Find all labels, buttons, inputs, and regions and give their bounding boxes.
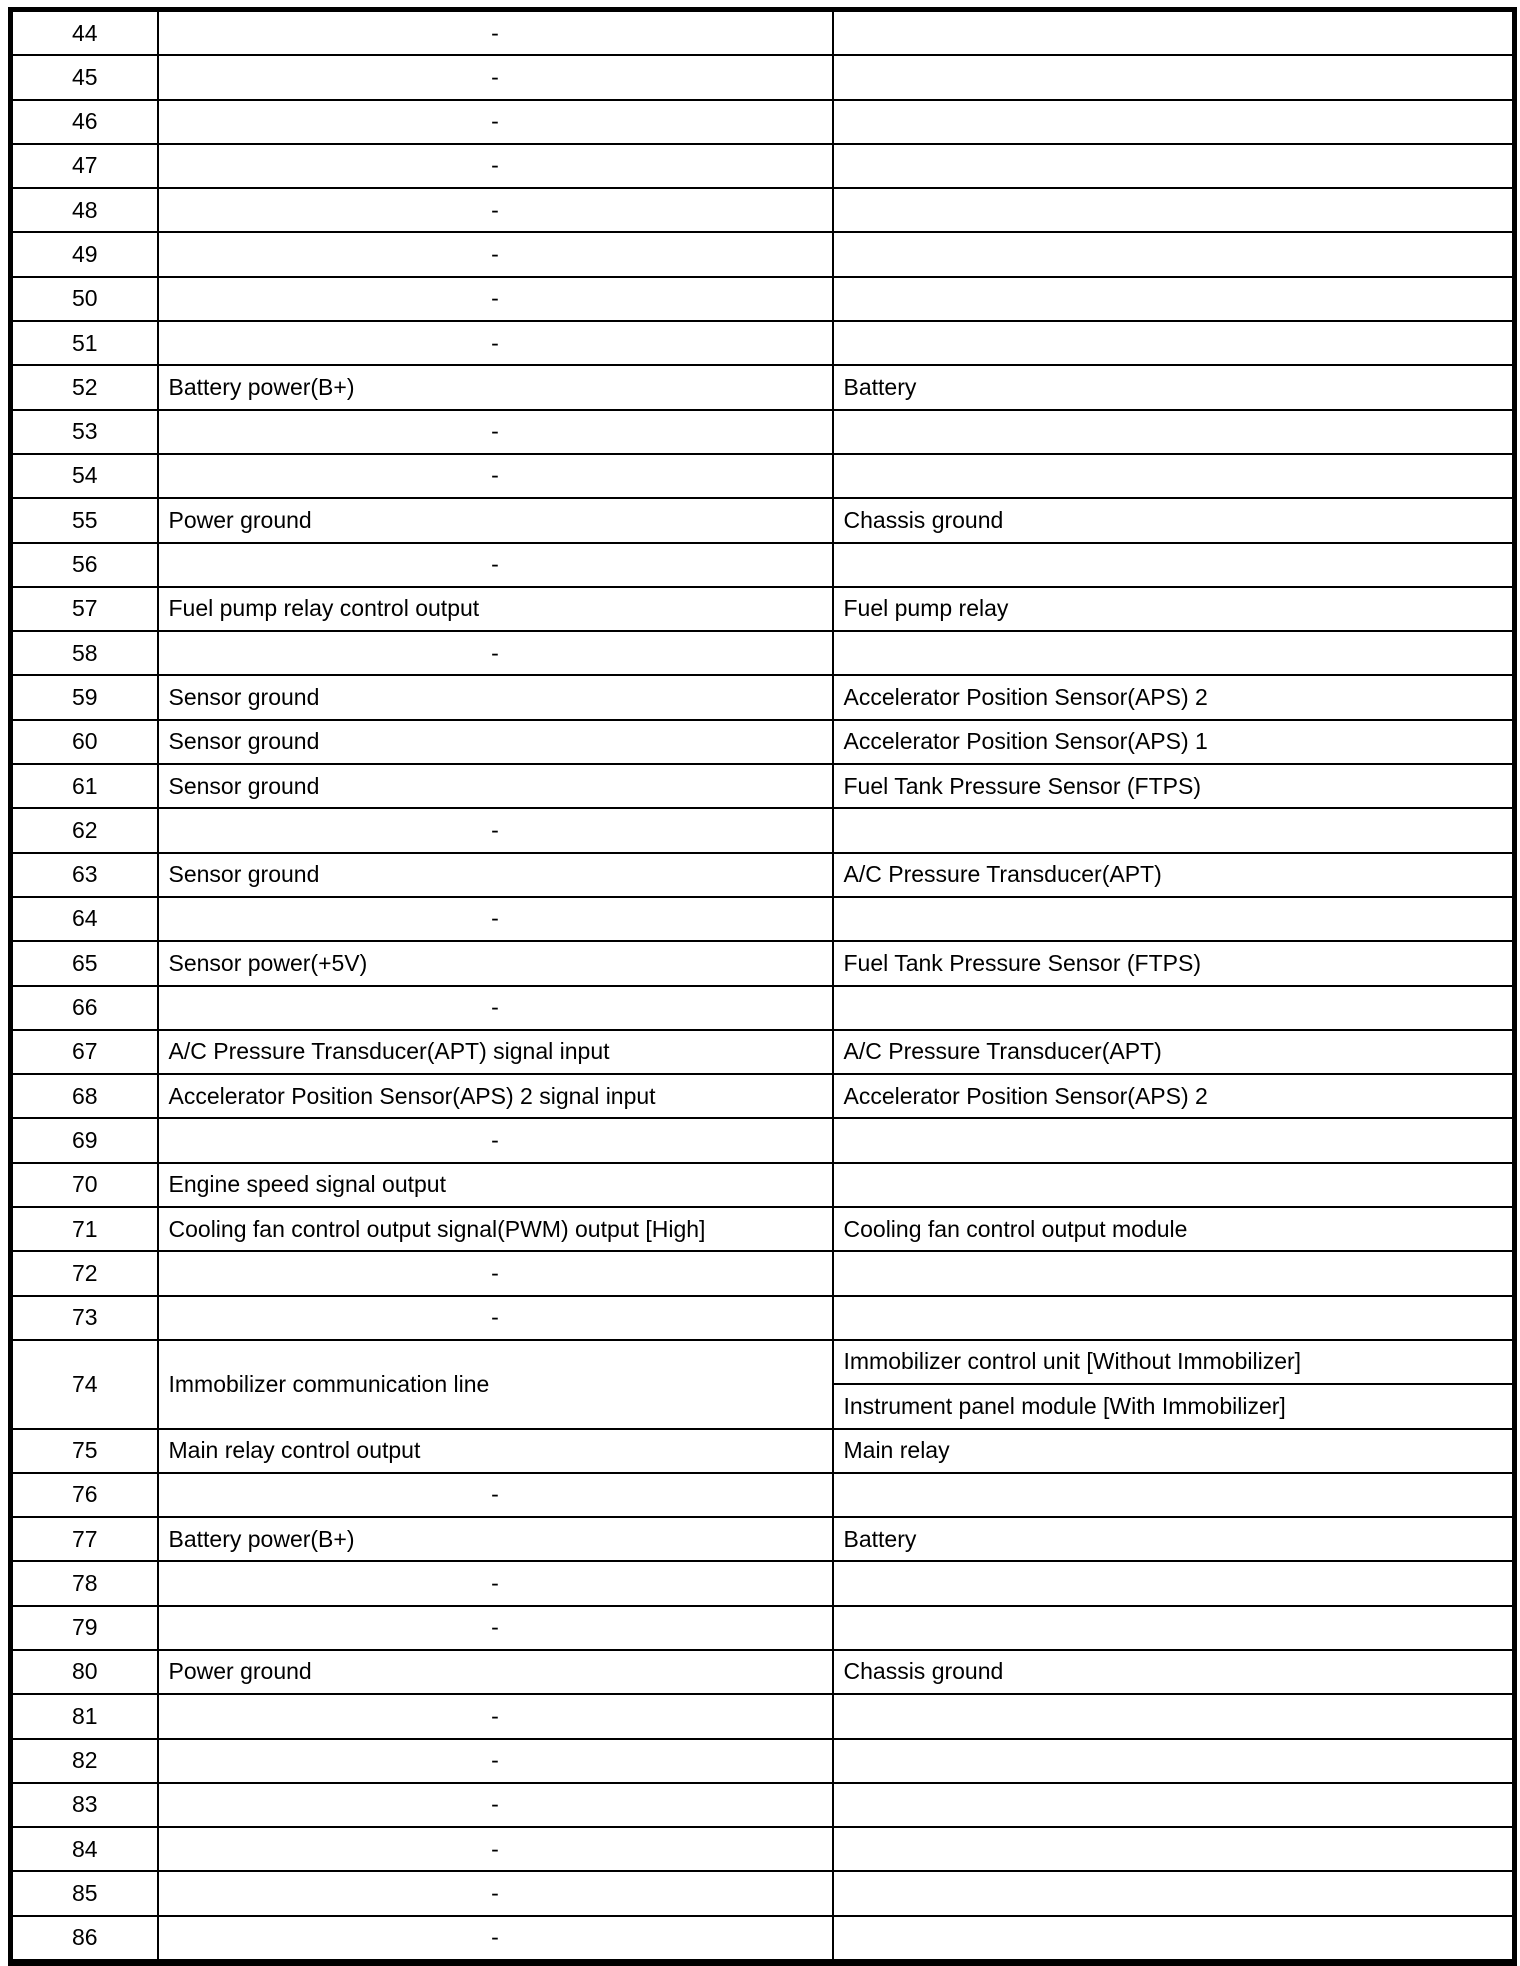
table-row	[11, 1251, 1515, 1295]
connected-part-cell: Chassis ground	[833, 498, 1515, 542]
connected-part-cell	[833, 1694, 1515, 1738]
pin-description-cell: -	[158, 897, 833, 941]
table-row	[11, 1207, 1515, 1251]
table-row	[11, 1694, 1515, 1738]
connected-part-cell: Accelerator Position Sensor(APS) 1	[833, 720, 1515, 764]
connected-part-cell	[833, 631, 1515, 675]
pin-number-cell: 54	[11, 454, 158, 498]
table-row	[11, 10, 1515, 56]
pin-number-cell: 63	[11, 853, 158, 897]
connected-part-cell	[833, 1163, 1515, 1207]
pin-number-cell: 68	[11, 1074, 158, 1118]
pin-description-cell: -	[158, 1473, 833, 1517]
table-row	[11, 277, 1515, 321]
pin-number-cell: 77	[11, 1517, 158, 1561]
pin-description-cell: Immobilizer communication line	[158, 1340, 833, 1429]
pin-number-cell: 52	[11, 365, 158, 409]
table-row	[11, 1916, 1515, 1963]
pin-number-cell: 76	[11, 1473, 158, 1517]
connected-part-cell	[833, 897, 1515, 941]
table-row	[11, 498, 1515, 542]
table-row	[11, 720, 1515, 764]
pin-description-cell: -	[158, 1694, 833, 1738]
pin-number-cell: 70	[11, 1163, 158, 1207]
pin-description-cell: -	[158, 1296, 833, 1340]
connected-part-cell	[833, 1473, 1515, 1517]
table-row	[11, 587, 1515, 631]
table-row	[11, 55, 1515, 99]
connected-part-cell	[833, 1606, 1515, 1650]
pin-description-cell: A/C Pressure Transducer(APT) signal input	[158, 1030, 833, 1074]
table-row	[11, 1296, 1515, 1340]
pin-number-cell: 86	[11, 1916, 158, 1963]
connected-part-cell: Main relay	[833, 1429, 1515, 1473]
pin-description-cell: Power ground	[158, 498, 833, 542]
pin-number-cell: 53	[11, 410, 158, 454]
pin-description-cell: Cooling fan control output signal(PWM) output [High]	[158, 1207, 833, 1251]
pin-description-cell: -	[158, 321, 833, 365]
table-row	[11, 1517, 1515, 1561]
connected-part-cell: Fuel Tank Pressure Sensor (FTPS)	[833, 941, 1515, 985]
connected-part-cell	[833, 1118, 1515, 1162]
table-row	[11, 1118, 1515, 1162]
pin-description-cell: -	[158, 144, 833, 188]
pin-description-cell: Sensor ground	[158, 853, 833, 897]
table-row	[11, 853, 1515, 897]
connected-part-cell	[833, 144, 1515, 188]
table-row	[11, 675, 1515, 719]
table-row	[11, 941, 1515, 985]
pin-description-cell: -	[158, 454, 833, 498]
pin-number-cell: 47	[11, 144, 158, 188]
pin-number-cell: 66	[11, 986, 158, 1030]
pin-number-cell: 58	[11, 631, 158, 675]
table-row	[11, 543, 1515, 587]
connected-part-cell	[833, 1251, 1515, 1295]
pin-description-cell: Power ground	[158, 1650, 833, 1694]
pin-number-cell: 79	[11, 1606, 158, 1650]
pin-description-cell: Engine speed signal output	[158, 1163, 833, 1207]
pin-number-cell: 64	[11, 897, 158, 941]
table-row	[11, 1783, 1515, 1827]
pin-number-cell: 59	[11, 675, 158, 719]
pin-number-cell: 81	[11, 1694, 158, 1738]
connected-part-cell: Battery	[833, 365, 1515, 409]
pin-description-cell: -	[158, 1871, 833, 1915]
connected-part-cell: Accelerator Position Sensor(APS) 2	[833, 675, 1515, 719]
pin-number-cell: 71	[11, 1207, 158, 1251]
connected-part-cell	[833, 1296, 1515, 1340]
pin-number-cell: 61	[11, 764, 158, 808]
pinout-table-body	[11, 10, 1515, 1963]
table-row	[11, 100, 1515, 144]
connected-part-cell	[833, 1561, 1515, 1605]
pin-description-cell: -	[158, 1783, 833, 1827]
table-row	[11, 631, 1515, 675]
pin-description-cell: Main relay control output	[158, 1429, 833, 1473]
pin-description-cell: -	[158, 543, 833, 587]
pin-description-cell: Fuel pump relay control output	[158, 587, 833, 631]
pin-description-cell: Battery power(B+)	[158, 365, 833, 409]
table-row	[11, 232, 1515, 276]
connected-part-cell	[833, 1916, 1515, 1963]
connected-part-cell	[833, 1827, 1515, 1871]
table-row	[11, 144, 1515, 188]
pin-number-cell: 62	[11, 808, 158, 852]
pin-number-cell: 82	[11, 1739, 158, 1783]
table-row	[11, 808, 1515, 852]
connected-part-cell	[833, 232, 1515, 276]
pin-number-cell: 51	[11, 321, 158, 365]
pin-number-cell: 45	[11, 55, 158, 99]
pin-number-cell: 50	[11, 277, 158, 321]
connected-part-cell	[833, 55, 1515, 99]
pin-number-cell: 56	[11, 543, 158, 587]
table-row	[11, 1429, 1515, 1473]
pin-number-cell: 46	[11, 100, 158, 144]
pin-description-cell: -	[158, 410, 833, 454]
connected-part-cell	[833, 543, 1515, 587]
pin-number-cell: 57	[11, 587, 158, 631]
table-row	[11, 1030, 1515, 1074]
table-row	[11, 1163, 1515, 1207]
pin-description-cell: Sensor ground	[158, 720, 833, 764]
connected-part-cell	[833, 100, 1515, 144]
pin-description-cell: -	[158, 808, 833, 852]
pin-number-cell: 74	[11, 1340, 158, 1429]
pin-number-cell: 48	[11, 188, 158, 232]
table-row	[11, 1606, 1515, 1650]
table-row	[11, 1473, 1515, 1517]
pin-number-cell: 85	[11, 1871, 158, 1915]
pin-number-cell: 80	[11, 1650, 158, 1694]
pin-number-cell: 78	[11, 1561, 158, 1605]
connected-part-cell	[833, 1783, 1515, 1827]
pin-description-cell: Sensor power(+5V)	[158, 941, 833, 985]
pin-number-cell: 69	[11, 1118, 158, 1162]
connected-part-cell	[833, 277, 1515, 321]
pin-description-cell: -	[158, 1827, 833, 1871]
table-row	[11, 188, 1515, 232]
connector-pinout-table	[8, 7, 1517, 1966]
connected-part-cell: Cooling fan control output module	[833, 1207, 1515, 1251]
pin-description-cell: -	[158, 1916, 833, 1963]
pin-description-cell: -	[158, 188, 833, 232]
pin-number-cell: 49	[11, 232, 158, 276]
connected-part-cell	[833, 188, 1515, 232]
table-row	[11, 321, 1515, 365]
table-row	[11, 1340, 1515, 1384]
connected-part-cell: A/C Pressure Transducer(APT)	[833, 1030, 1515, 1074]
pin-number-cell: 73	[11, 1296, 158, 1340]
pin-description-cell: -	[158, 1606, 833, 1650]
table-row	[11, 1561, 1515, 1605]
table-row	[11, 1871, 1515, 1915]
pin-number-cell: 67	[11, 1030, 158, 1074]
pin-description-cell: -	[158, 277, 833, 321]
connected-part-cell	[833, 986, 1515, 1030]
pin-description-cell: -	[158, 1739, 833, 1783]
connected-part-cell: A/C Pressure Transducer(APT)	[833, 853, 1515, 897]
table-row	[11, 1650, 1515, 1694]
connected-part-cell	[833, 1871, 1515, 1915]
pin-number-cell: 44	[11, 10, 158, 56]
pin-description-cell: -	[158, 55, 833, 99]
connected-part-cell	[833, 10, 1515, 56]
connected-part-cell: Fuel Tank Pressure Sensor (FTPS)	[833, 764, 1515, 808]
connected-part-cell	[833, 1739, 1515, 1783]
table-row	[11, 1739, 1515, 1783]
pin-description-cell: Accelerator Position Sensor(APS) 2 signal input	[158, 1074, 833, 1118]
table-row	[11, 410, 1515, 454]
table-row	[11, 897, 1515, 941]
pin-description-cell: -	[158, 1251, 833, 1295]
pin-description-cell: -	[158, 10, 833, 56]
pin-number-cell: 84	[11, 1827, 158, 1871]
connected-part-cell: Accelerator Position Sensor(APS) 2	[833, 1074, 1515, 1118]
connected-part-cell: Immobilizer control unit [Without Immobilizer]	[833, 1340, 1515, 1384]
pin-description-cell: -	[158, 1561, 833, 1605]
pin-description-cell: -	[158, 100, 833, 144]
table-row	[11, 365, 1515, 409]
pin-description-cell: Sensor ground	[158, 675, 833, 719]
connected-part-cell: Chassis ground	[833, 1650, 1515, 1694]
pin-description-cell: -	[158, 232, 833, 276]
table-row	[11, 986, 1515, 1030]
table-row	[11, 764, 1515, 808]
table-row	[11, 1827, 1515, 1871]
connected-part-cell	[833, 410, 1515, 454]
connected-part-cell: Fuel pump relay	[833, 587, 1515, 631]
connected-part-cell: Instrument panel module [With Immobilizer]	[833, 1384, 1515, 1428]
document-page	[0, 7, 1520, 1951]
pin-description-cell: -	[158, 1118, 833, 1162]
pin-number-cell: 75	[11, 1429, 158, 1473]
pin-description-cell: -	[158, 986, 833, 1030]
pin-description-cell: -	[158, 631, 833, 675]
pin-description-cell: Battery power(B+)	[158, 1517, 833, 1561]
connected-part-cell	[833, 808, 1515, 852]
pin-description-cell: Sensor ground	[158, 764, 833, 808]
pin-number-cell: 60	[11, 720, 158, 764]
connected-part-cell: Battery	[833, 1517, 1515, 1561]
pin-number-cell: 83	[11, 1783, 158, 1827]
connected-part-cell	[833, 321, 1515, 365]
pin-number-cell: 72	[11, 1251, 158, 1295]
pin-number-cell: 65	[11, 941, 158, 985]
table-row	[11, 454, 1515, 498]
pin-number-cell: 55	[11, 498, 158, 542]
table-row	[11, 1074, 1515, 1118]
connected-part-cell	[833, 454, 1515, 498]
